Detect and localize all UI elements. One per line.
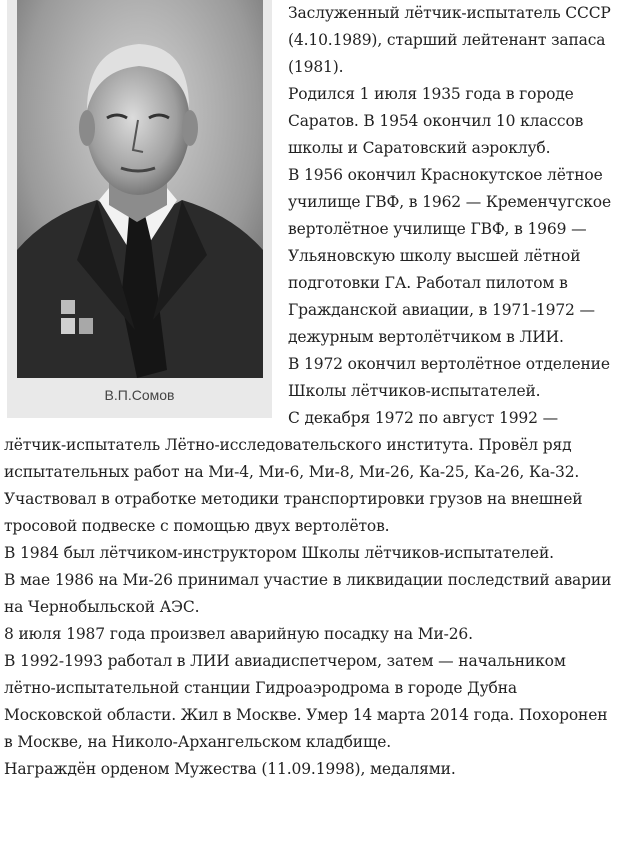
bio-paragraph: Родился 1 июля 1935 года в городе Саратов. В 1954 окончил 10 классов школы и Саратовский аэроклуб. <box>288 85 584 157</box>
bio-paragraph: С декабря 1972 по август 1992 — лётчик-испытатель Лётно-исследовательского института. Провёл ряд испытательных работ на Ми-4, Ми-6, Ми-8, Ми-26, Ка-25, Ка-26, Ка-32. <box>4 409 580 481</box>
bio-paragraph: В мае 1986 на Ми-26 принимал участие в ликвидации последствий аварии на Чернобыльской АЭС. <box>4 571 612 616</box>
bio-paragraph: 8 июля 1987 года произвел аварийную посадку на Ми-26. <box>4 625 473 643</box>
bio-paragraph: Участвовал в отработке методики транспортировки грузов на внешней тросовой подвеске с помощью двух вертолётов. <box>4 490 583 535</box>
biography-text <box>4 0 616 783</box>
bio-paragraph: Награждён орденом Мужества (11.09.1998), медалями. <box>4 760 456 778</box>
bio-paragraph: В 1972 окончил вертолётное отделение Школы лётчиков-испытателей. <box>288 355 610 400</box>
bio-paragraph: Заслуженный лётчик-испытатель СССР (4.10.1989), старший лейтенант запаса (1981). <box>288 4 611 76</box>
photo-caption: В.П.Сомов <box>104 387 175 403</box>
bio-paragraph: В 1956 окончил Краснокутское лётное училище ГВФ, в 1962 — Кременчугское вертолётное училище ГВФ, в 1969 — Ульяновскую школу высшей лётной подготовки ГА. Работал пилотом в Гражданской авиации, в 1971-1972 — дежурным вертолётчиком в ЛИИ. <box>288 166 611 346</box>
bio-paragraph: В 1984 был лётчиком-инструктором Школы лётчиков-испытателей. <box>4 544 554 562</box>
photo-float-spacer <box>4 0 288 430</box>
bio-paragraph: В 1992-1993 работал в ЛИИ авиадиспетчером, затем — начальником лётно-испытательной станции Гидроаэродрома в городе Дубна Московской области. Жил в Москве. Умер 14 марта 2014 года. Похоронен в Москве, на Николо-Архангельском кладбище. <box>4 652 608 751</box>
